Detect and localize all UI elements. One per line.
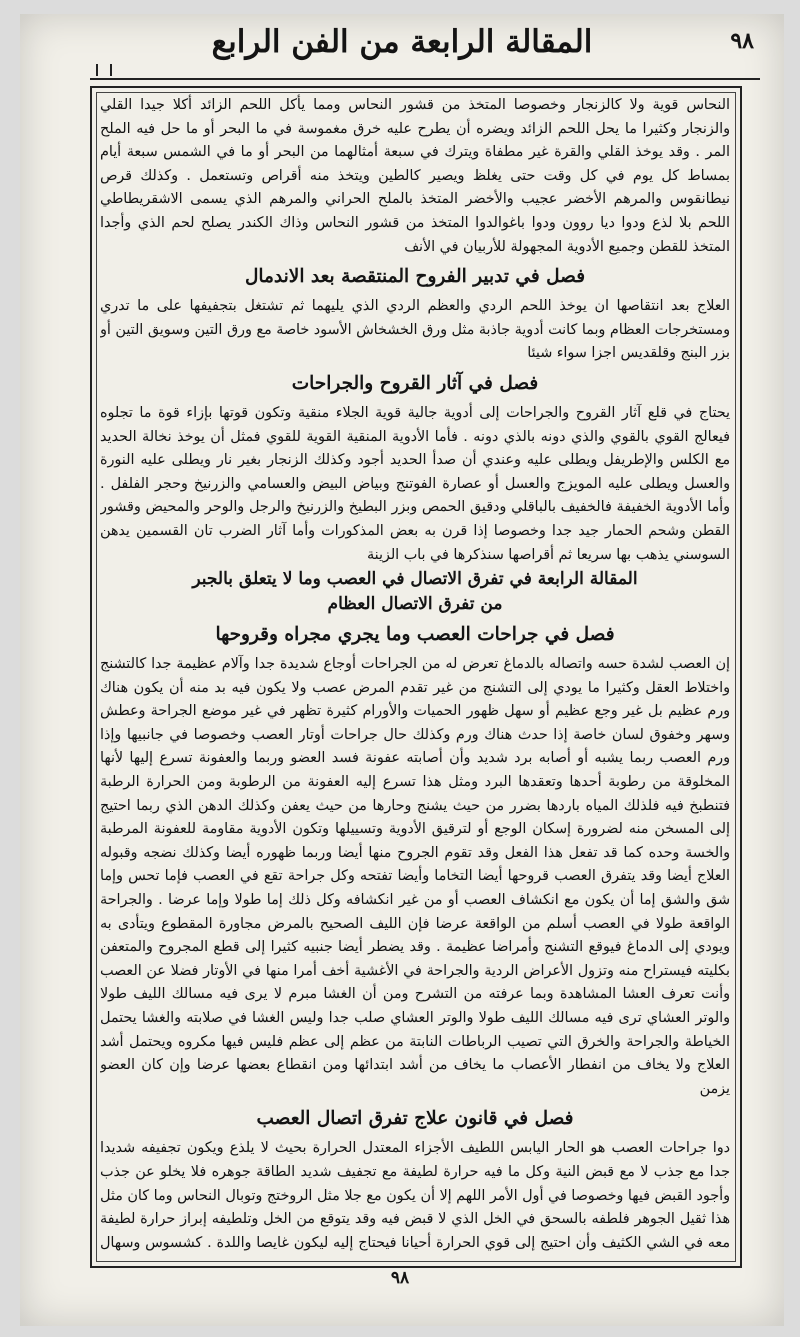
- section-2-text: يحتاج في قلع آثار القروح والجراحات إلى أدوية جالية قوية الجلاء منقية وتكون قوتها بإزاء قوة ما تجلوه فيعالج القوي بالقوي والذي دونه بالذي دونه . فأما الأدوية المنقية القوية للقوي فمثل أن يوخذ نخالة الحديد مع الكلس والإطريفل ويطلى عليه وعندي أن صدأ الحديد أجود وكذلك الزنجار بغير نار ويطلى عليه النورة والعسل ويطلى عليه المويزج والعسل أو عصارة الفوتنج وبياض البيض والعسامي والزرنيخ وحجر الفلفل . وأما الأدوية الخفيفة فالخفيف بالباقلي ودقيق الحمص وبزر البطيخ والزرنيخ والرجل والوحر والمحيض وقشور القطن وشحم الحمار جيد جدا وخصوصا إذا قرن به بعض المذكورات وأما آثار الضرب تان القسمين يدهن السوسني يذهب بها سريعا ثم أقراصها سنذكرها في باب الزينة: [100, 404, 730, 563]
- section-3-text: إن العصب لشدة حسه واتصاله بالدماغ تعرض له من الجراحات أوجاع شديدة جدا وآلام عظيمة جدا كالتشنج واختلاط العقل وكثيرا ما يودي إلى التشنج من غير تقدم المرض عصب ولا يكون فيه بد منه أن يكون هناك ورم عظيم بل غير وجع عظيم أو سهل ظهور الحميات والأورام كثيرة تظهر في غير موضع الجراحة وعطش وسهر وخفوق لسان خاصة إذا حدث هناك ورم وكذلك حال جراحات أوتار العصب وخصوصا في جانبيها وإذا ورم العصب ربما يشبه أو أصابه برد شديد وأن أصابته عفونة فسد العضو وربما والعفونة تسرع إليها لأنها المخلوقة من رطوبة أحدها وتعقدها البرد ومثل هذا تسرع إليه العفونة من الرطوبة ومن الحرارة الرطبة فتنطبخ فيه فلذلك المياه باردها بضرر من حيث يشنج وحارها من حيث يعفن وكذلك الدهن الذي ربما احتيج إلى المسخن منه لضرورة إسكان الوجع أو لترقيق الأدوية وتسييلها وتكون الأدوية مقاومة للعفونة المرطبة والخسة وحده كما قد تفعل هذا الفعل وقد تقوم الجروح منها أيضا وربما ظهوره أيضا وكذلك نضجه وقبوله العلاج أيضا وقد يتفرق العصب قروحها أيضا التخاما وأيضا تفتحه وكل جراحة تقع في العصب فإما تحس وإما شق والشق إما أن يكون مع انكشاف العصب أو من غير انكشافه وكل ذلك إما طولا وإما عرضا . والجراحة الواقعة طولا في العصب أسلم من الواقعة عرضا فإن الليف الصحيح بالمرض مجاورة المقطوع ويتأدى به ويودي إلى الدماغ فيوقع التشنج وأمراضا عظيمة . وقد يضطر أيضا جنبيه كثيرا إلى قطع المجروح والمتعفن بكليته فيستراح منه وتزول الأعراض الردية والجراحة في الأغشية أخف أمرا منها في الأوتار فضلا عن العصب وأنت تعرف العشا المشاهدة وبما عرفته من التشرح ومن أن الغشا مبرم لا يرى فيه مسالك الليف طولا والوتر العشاي ترى فيه مسالك الليف طولا والوتر العشاي صلب جدا وليس الغشا في صلابته والغشا يحتمل الخياطة والجراحة والخرق التي تصيب الرباطات النابتة من عظم إلى عظم فليس فيها مكروه ويحتمل أشد العلاج ولا يخاف من انفطار الأعصاب ما يخاف من أشد ابتدائها ومن انقطاع بعضها عرضا وإن كان العضو يزمن: [100, 656, 730, 1097]
- section-heading-3: فصل في جراحات العصب وما يجري مجراه وقروحها: [215, 624, 615, 646]
- section-heading-1: فصل في تدبير الفروح المنتقصة بعد الاندمال: [244, 266, 586, 288]
- header-rule-container: [20, 14, 784, 84]
- page-title: المقالة الرابعة من الفن الرابع: [211, 24, 593, 60]
- page-number-bottom: ٩٨: [390, 1268, 410, 1288]
- treatise-heading-line-2: من تفرق الاتصال العظام: [327, 594, 503, 615]
- page-number-top: ٩٨: [730, 28, 754, 54]
- section-heading-4: فصل في قانون علاج تفرق اتصال العصب: [256, 1108, 574, 1130]
- section-heading-2: فصل في آثار القروح والجراحات: [291, 372, 539, 394]
- intro-paragraph: النحاس قوية ولا كالزنجار وخصوصا المتخذ من قشور النحاس ومما يأكل اللحم الزائد أكلا جيدا القلي والزنجار وكثيرا ما يحل اللحم الزائد ويضره أن يطرح عليه خرق مغموسة في ما البحر أو ما حل فيه الملح المر . وقد يوخذ القلي والقرة غير مطفاة ويترك في سبعة أمثالهما من البحر أو ما في الشمس سبعة أيام بمساط كل يوم في كل وقت حتى يغلظ ويصير كالطين ويتخذ منه أقراص وتستعمل . وكذلك قرص نيطانقوس والمرهم الأخضر عجيب والأخضر المتخذ بالملح الحراني والمرهم الذي يسمى الاشقريطاطي اللحم بلا لذع ودوا ديا روون ودوا باغوالدوا المتخذ من قشور النحاس وذاك الكندر يصلح لحم الذي وأجدا المتخذ للقطن وجميع الأدوية المجهولة للأربيان في الأنف: [100, 97, 730, 255]
- treatise-heading-line-1: المقالة الرابعة في تفرق الاتصال في العصب وما لا يتعلق بالجبر: [192, 569, 638, 590]
- corner-ornament: [96, 64, 112, 76]
- header-rule: [90, 78, 760, 80]
- section-1-text: العلاج بعد انتقاصها ان يوخذ اللحم الردي والعظم الردي الذي يليهما ثم تشتغل بتجفيفها على ما تدري ومستخرجات العظام وبما كانت أدوية جاذبة مثل ورق الخشخاش الأسود خاصة مع ورق التين وسويق التين أو بزر البنج وقلقديس اجزا سواء شيئا: [100, 298, 730, 362]
- section-4-text: دوا جراحات العصب هو الحار اليابس اللطيف الأجزاء المعتدل الحرارة بحيث لا يلذع ويكون تجفيفه شديدا جدا مع جذب لا مع قبض النية وكل ما فيه حرارة لطيفة مع تجفيف شديد الطاقة جوهره فلا يخلو عن جذب وأجود القبض فيها وخصوصا في أول الأمر اللهم إلا أن يكون مع جلا مثل الروختج وتوبال النحاس وما كان مثل هذا ثقيل الجوهر فلطفه بالسحق في الخل الذي لا قبض فيه وقد يتوقع من الخل وتلطيفه إبراز حرارة لطيفة معه في الشي الكثيف وأن احتيج إلى قوي الحرارة أحيانا فيحتاج إليه ليكون غايصا واللدة . كشسوس وسهال: [100, 1140, 730, 1251]
- main-text: [100, 94, 730, 1258]
